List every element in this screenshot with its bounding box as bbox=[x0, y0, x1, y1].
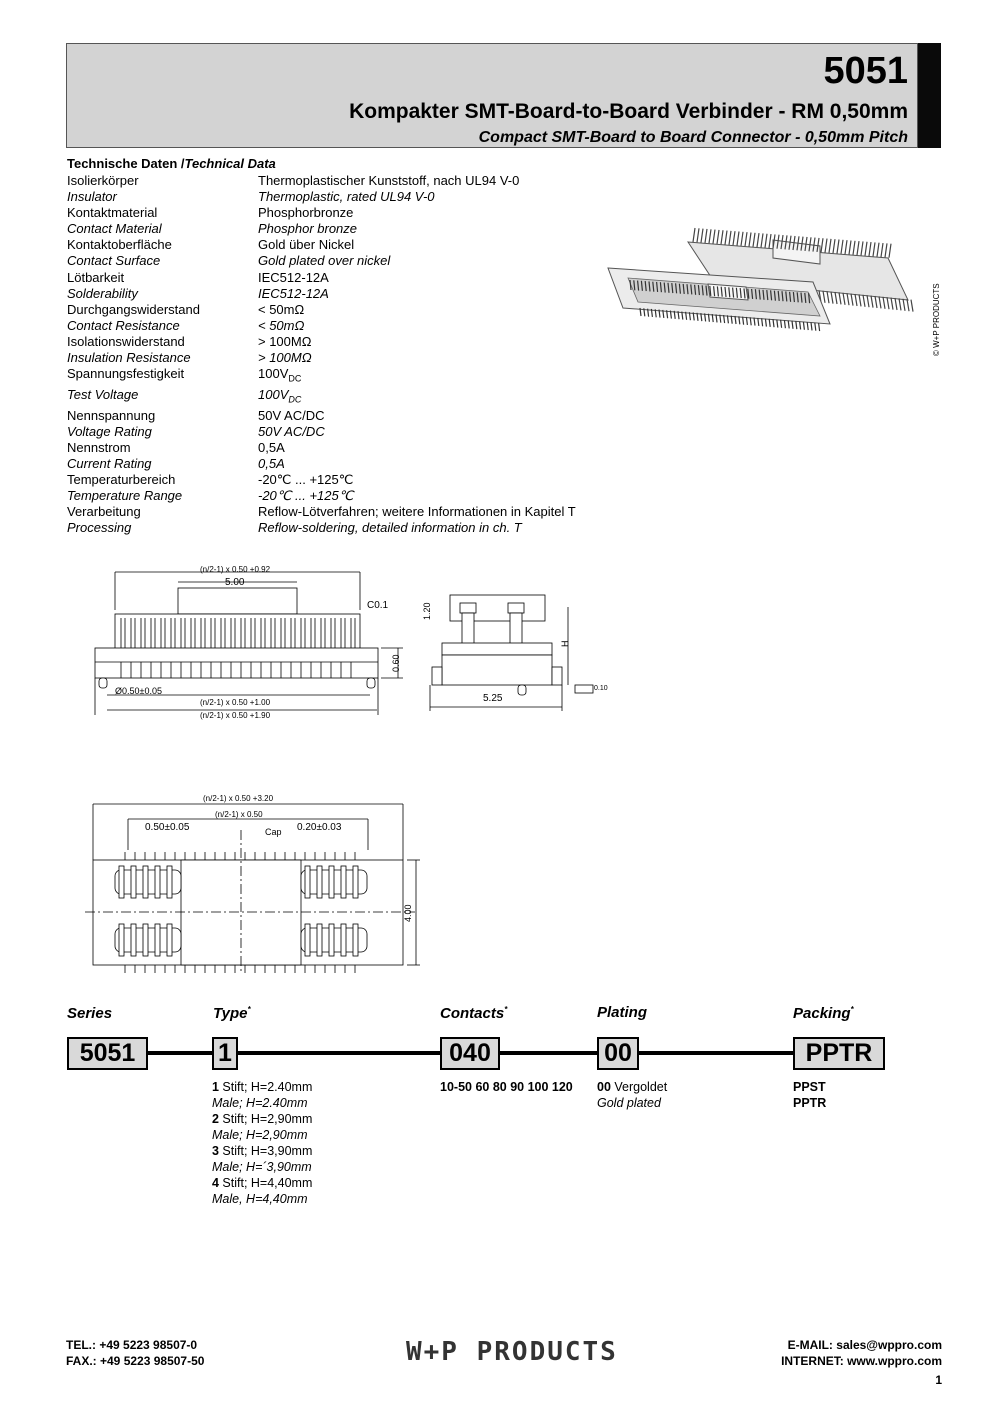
pin bbox=[855, 294, 857, 306]
contact-pad bbox=[155, 866, 160, 898]
dim-front-top: (n/2-1) x 0.50 +0.92 bbox=[200, 565, 271, 574]
spec-row bbox=[67, 504, 576, 520]
footer-internet[interactable]: INTERNET: www.wppro.com bbox=[781, 1354, 942, 1368]
spec-label: Processing bbox=[67, 520, 132, 536]
pin bbox=[853, 241, 855, 255]
spec-value: $100V_{DC}$ bbox=[258, 366, 302, 384]
type-option: 2 Stift; H=2,90mm bbox=[212, 1112, 313, 1126]
spec-value: Gold plated over nickel bbox=[258, 253, 391, 269]
pin bbox=[739, 316, 740, 324]
contact-pad bbox=[317, 866, 322, 898]
spec-label: Temperaturbereich bbox=[67, 471, 176, 487]
title-german: Kompakter SMT-Board-to-Board Verbinder - RM 0,50mm bbox=[349, 100, 908, 123]
ordering-code-series: 5051 bbox=[67, 1037, 148, 1070]
ordering-code-contacts: 040 bbox=[440, 1037, 500, 1070]
contact-pad bbox=[353, 866, 358, 898]
pin bbox=[845, 240, 847, 254]
pin bbox=[911, 300, 913, 312]
pin bbox=[746, 317, 747, 325]
pin bbox=[861, 241, 863, 255]
spec-value: Phosphorbronze bbox=[258, 205, 354, 221]
spec-row bbox=[67, 302, 576, 318]
type-option: 1 Stift; H=2.40mm bbox=[212, 1080, 313, 1094]
pin bbox=[721, 230, 723, 244]
pin bbox=[887, 297, 889, 309]
spec-value: $100V_{DC}$ bbox=[258, 386, 302, 405]
packing-option: PPST bbox=[793, 1080, 826, 1094]
pin bbox=[773, 319, 774, 327]
pin bbox=[750, 317, 751, 325]
pin bbox=[745, 232, 747, 246]
spec-label: Voltage Rating bbox=[67, 423, 152, 439]
pin bbox=[741, 232, 743, 246]
ordering-code-packing: PPTR bbox=[793, 1037, 885, 1070]
pin bbox=[807, 322, 808, 330]
pin bbox=[863, 295, 865, 307]
pin bbox=[815, 323, 816, 331]
pin bbox=[717, 230, 719, 244]
contact-pad bbox=[305, 866, 310, 898]
spec-row bbox=[67, 350, 576, 366]
spec-value: IEC512-12A bbox=[258, 285, 329, 301]
pin bbox=[701, 229, 703, 243]
spec-value: Thermoplastic, rated UL94 V-0 bbox=[258, 189, 435, 205]
spec-row bbox=[67, 520, 576, 536]
pin bbox=[871, 296, 873, 308]
pin bbox=[903, 299, 905, 311]
pin bbox=[792, 321, 793, 329]
dim-front-diameter: Ø0.50±0.05 bbox=[115, 686, 162, 696]
pin bbox=[821, 238, 823, 252]
spec-label: Current Rating bbox=[67, 455, 152, 471]
spec-label: Insulation Resistance bbox=[67, 350, 191, 366]
spec-label: Kontaktoberfläche bbox=[67, 237, 172, 253]
spec-heading-en: Technical Data bbox=[184, 156, 276, 171]
pin bbox=[881, 243, 883, 257]
footer-email[interactable]: E-MAIL: sales@wppro.com bbox=[787, 1338, 942, 1352]
spec-label: Verarbeitung bbox=[67, 504, 141, 520]
dim-side-h: H bbox=[560, 640, 570, 647]
contact-pad bbox=[143, 924, 148, 956]
spec-row bbox=[67, 318, 576, 334]
packing-options bbox=[793, 1079, 826, 1111]
contact-pad bbox=[143, 866, 148, 898]
spec-row bbox=[67, 440, 576, 456]
ordering-heading-packing: Packing* bbox=[793, 1005, 854, 1022]
footer-contact-web bbox=[781, 1337, 942, 1369]
spec-value: > 100MΩ bbox=[258, 350, 312, 366]
contact-pad bbox=[341, 924, 346, 956]
side-view-svg bbox=[420, 585, 600, 715]
pin bbox=[875, 296, 877, 308]
spec-value: Reflow-soldering, detailed information in ch. T bbox=[258, 520, 522, 536]
spec-label: Temperature Range bbox=[67, 487, 183, 503]
pin bbox=[769, 234, 771, 248]
dim-top-left: 0.50±0.05 bbox=[145, 822, 190, 833]
packing-option: PPTR bbox=[793, 1096, 827, 1110]
pin bbox=[843, 293, 845, 305]
product-photo bbox=[598, 220, 923, 355]
pin bbox=[758, 318, 759, 326]
ordering-code-type: 1 bbox=[212, 1037, 238, 1070]
pin bbox=[803, 322, 804, 330]
pin bbox=[889, 244, 891, 258]
dim-top-right: 0.20±0.03 bbox=[297, 822, 342, 833]
pin bbox=[823, 291, 825, 303]
spec-label: Isolationswiderstand bbox=[67, 333, 185, 349]
pin bbox=[847, 293, 849, 305]
dim-top-400: 4.00 bbox=[403, 904, 413, 922]
footer-fax: FAX.: +49 5223 98507-50 bbox=[66, 1354, 205, 1368]
pin bbox=[765, 234, 767, 248]
pin bbox=[869, 242, 871, 256]
copyright-text: © W+P PRODUCTS bbox=[932, 283, 941, 356]
dim-top-mid: (n/2-1) x 0.50 bbox=[215, 810, 263, 819]
pin bbox=[753, 233, 755, 247]
pin bbox=[837, 240, 839, 254]
dim-front-500: 5.00 bbox=[225, 577, 245, 588]
pin bbox=[829, 239, 831, 253]
pin bbox=[800, 321, 801, 329]
pin bbox=[883, 297, 885, 309]
contact-pad bbox=[353, 924, 358, 956]
drawing-side-view bbox=[420, 585, 608, 715]
ordering-heading-plating: Plating bbox=[597, 1004, 648, 1021]
spec-value: IEC512-12A bbox=[258, 269, 329, 285]
type-option-en: Male; H=´3,90mm bbox=[212, 1160, 312, 1174]
spec-value: 50V AC/DC bbox=[258, 407, 325, 423]
spec-row bbox=[67, 270, 576, 286]
pin bbox=[788, 320, 789, 328]
spec-label: Spannungsfestigkeit bbox=[67, 366, 185, 382]
spec-label: Isolierkörper bbox=[67, 173, 139, 188]
spec-value: 0,5A bbox=[258, 455, 285, 471]
contact-pad bbox=[131, 924, 136, 956]
pin bbox=[754, 318, 755, 326]
pin bbox=[765, 319, 766, 327]
footer-logo: W+P PRODUCTS bbox=[406, 1337, 618, 1367]
pin bbox=[867, 295, 869, 307]
spec-label: Kontaktmaterial bbox=[67, 205, 158, 221]
pin bbox=[851, 294, 853, 306]
pin bbox=[729, 231, 731, 245]
pin bbox=[849, 240, 851, 254]
spec-value: -20℃ ... +125℃ bbox=[258, 471, 354, 487]
spec-row bbox=[67, 472, 576, 488]
type-option-en: Male; H=2.40mm bbox=[212, 1096, 308, 1110]
spec-label: Nennspannung bbox=[67, 407, 156, 423]
spec-label: Lötbarkeit bbox=[67, 269, 125, 285]
pin bbox=[825, 239, 827, 253]
plating-options: 00 Vergoldet Gold plated bbox=[597, 1080, 668, 1110]
contact-pad bbox=[329, 924, 334, 956]
spec-value: Thermoplastischer Kunststoff, nach UL94 V-0 bbox=[258, 173, 520, 188]
spec-row bbox=[67, 334, 576, 350]
contact-pad bbox=[119, 866, 124, 898]
spec-row bbox=[67, 189, 576, 205]
spec-row bbox=[67, 237, 576, 253]
title-english: Compact SMT-Board to Board Connector - 0,50mm Pitch bbox=[478, 129, 908, 146]
pin bbox=[841, 240, 843, 254]
pin bbox=[725, 231, 727, 245]
contact-pad bbox=[317, 924, 322, 956]
pin bbox=[697, 228, 699, 242]
spec-table bbox=[67, 173, 576, 536]
spec-value: > 100MΩ bbox=[258, 333, 312, 349]
pin bbox=[743, 317, 744, 325]
pin bbox=[857, 241, 859, 255]
contact-pad bbox=[167, 866, 172, 898]
pin bbox=[877, 243, 879, 257]
spec-value: 50V AC/DC bbox=[258, 423, 325, 439]
spec-label: Insulator bbox=[67, 189, 117, 205]
footer-contact-phone bbox=[66, 1337, 204, 1369]
spec-row bbox=[67, 456, 576, 472]
pin bbox=[757, 233, 759, 247]
ordering-connector-4 bbox=[639, 1051, 793, 1055]
dim-front-c01: C0.1 bbox=[367, 600, 389, 611]
ordering-heading-series: Series bbox=[67, 1005, 113, 1022]
pin bbox=[777, 320, 778, 328]
pin bbox=[833, 239, 835, 253]
page-number: 1 bbox=[935, 1373, 942, 1387]
spec-row bbox=[67, 221, 576, 237]
type-option-en: Male, H=4,40mm bbox=[212, 1192, 308, 1206]
type-option: 4 Stift; H=4,40mm bbox=[212, 1176, 313, 1190]
spec-value: < 50mΩ bbox=[258, 317, 305, 333]
spec-value: Gold über Nickel bbox=[258, 237, 355, 253]
spec-row bbox=[67, 173, 576, 189]
pin bbox=[796, 321, 797, 329]
pin bbox=[761, 233, 763, 247]
contacts-options: 10-50 60 80 90 100 120 bbox=[440, 1080, 573, 1094]
spec-value: Phosphor bronze bbox=[258, 221, 358, 237]
pin bbox=[899, 298, 901, 310]
pin bbox=[781, 320, 782, 328]
ordering-connector-2 bbox=[238, 1051, 440, 1055]
dim-side-120: 1.20 bbox=[422, 602, 432, 620]
type-option: 3 Stift; H=3,90mm bbox=[212, 1144, 313, 1158]
pin bbox=[827, 291, 829, 303]
contact-pad bbox=[119, 924, 124, 956]
pin bbox=[859, 294, 861, 306]
pin bbox=[737, 232, 739, 246]
footer-tel: TEL.: +49 5223 98507-0 bbox=[66, 1338, 198, 1352]
spec-value: < 50mΩ bbox=[258, 301, 305, 317]
pin bbox=[879, 296, 881, 308]
pin bbox=[907, 299, 909, 311]
ordering-connector-3 bbox=[500, 1051, 597, 1055]
dim-top-overall: (n/2-1) x 0.50 +3.20 bbox=[203, 794, 274, 803]
pin bbox=[811, 322, 812, 330]
ordering-heading-contacts: Contacts* bbox=[440, 1005, 508, 1022]
pin bbox=[895, 298, 897, 310]
pin bbox=[784, 320, 785, 328]
spec-label: Contact Surface bbox=[67, 253, 161, 269]
drawing-top-view bbox=[85, 790, 425, 980]
drawing-front-view bbox=[85, 560, 415, 730]
pin bbox=[873, 242, 875, 256]
dim-front-060: 0.60 bbox=[391, 654, 401, 672]
spec-label: Test Voltage bbox=[67, 386, 139, 402]
contact-pad bbox=[329, 866, 334, 898]
spec-row bbox=[67, 253, 576, 269]
contact-pad bbox=[341, 866, 346, 898]
pin bbox=[769, 319, 770, 327]
spec-value: Reflow-Lötverfahren; weitere Informationen in Kapitel T bbox=[258, 504, 576, 520]
pin bbox=[891, 298, 893, 310]
spec-heading bbox=[67, 156, 276, 171]
contact-pad bbox=[155, 924, 160, 956]
ordering-code-plating: 00 bbox=[597, 1037, 639, 1070]
spec-label: Solderability bbox=[67, 285, 138, 301]
dim-front-b1: (n/2-1) x 0.50 +1.00 bbox=[200, 698, 271, 707]
spec-row bbox=[67, 387, 576, 408]
spec-row bbox=[67, 286, 576, 302]
pin bbox=[693, 228, 695, 242]
part-number: 5051 bbox=[823, 50, 908, 92]
pin bbox=[885, 243, 887, 257]
pin bbox=[819, 323, 820, 331]
spec-row bbox=[67, 408, 576, 424]
pin bbox=[733, 231, 735, 245]
spec-label: Contact Resistance bbox=[67, 317, 180, 333]
pin bbox=[762, 318, 763, 326]
spec-label: Durchgangswiderstand bbox=[67, 301, 200, 317]
ordering-connector-1 bbox=[148, 1051, 212, 1055]
spec-value: 0,5A bbox=[258, 439, 285, 455]
copyright-vertical bbox=[928, 260, 948, 360]
pin bbox=[865, 242, 867, 256]
spec-row bbox=[67, 366, 576, 387]
pin bbox=[839, 292, 841, 304]
spec-row bbox=[67, 424, 576, 440]
dim-top-cap: Cap bbox=[265, 827, 282, 837]
pin bbox=[749, 232, 751, 246]
pin bbox=[831, 292, 833, 304]
contact-pad bbox=[131, 866, 136, 898]
spec-row bbox=[67, 205, 576, 221]
header-accent-bar bbox=[918, 43, 941, 148]
pin bbox=[709, 229, 711, 243]
spec-heading-de: Technische Daten / bbox=[67, 156, 185, 171]
type-options bbox=[212, 1079, 312, 1207]
ordering-heading-type: Type* bbox=[213, 1005, 251, 1022]
dim-front-b2: (n/2-1) x 0.50 +1.90 bbox=[200, 711, 271, 720]
pin bbox=[835, 292, 837, 304]
dim-side-010: 0.10 bbox=[594, 685, 608, 692]
spec-label: Contact Material bbox=[67, 221, 162, 237]
spec-label: Nennstrom bbox=[67, 439, 131, 455]
dim-side-525: 5.25 bbox=[483, 693, 503, 704]
pin bbox=[713, 230, 715, 244]
pin bbox=[705, 229, 707, 243]
type-option-en: Male; H=2,90mm bbox=[212, 1128, 308, 1142]
contact-pad bbox=[167, 924, 172, 956]
spec-row bbox=[67, 488, 576, 504]
contact-pad bbox=[305, 924, 310, 956]
spec-value: -20℃ ... +125℃ bbox=[258, 487, 354, 503]
